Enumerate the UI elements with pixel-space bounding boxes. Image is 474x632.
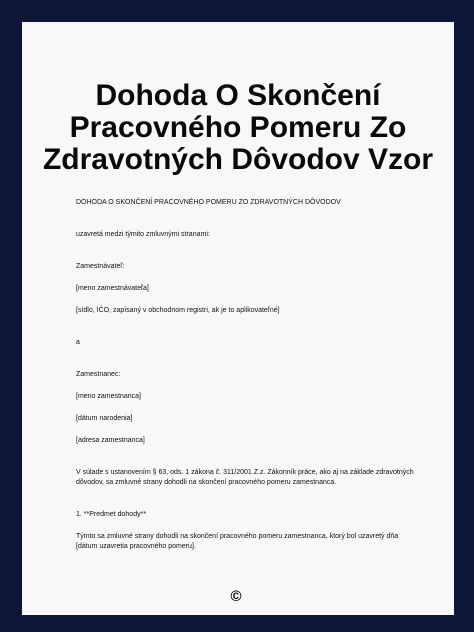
employee-birth: [dátum narodenia] (76, 415, 133, 422)
body-intro: uzavretá medzi týmito zmluvnými stranami: (76, 231, 210, 238)
employer-label: Zamestnávateľ: (76, 263, 125, 270)
section-1-heading: 1. **Predmet dohody** (76, 511, 147, 518)
legal-basis-line-1: V súlade s ustanovením § 63, ods. 1 zákona č. 311/2001 Z.z. Zákonník práce, ako aj na základe zdravotných (76, 469, 414, 476)
employer-details: [sídlo, IČO, zapísaný v obchodnom registri, ak je to aplikovateľné] (76, 307, 280, 314)
title-line-2: Pracovného Pomeru Zo (69, 111, 407, 144)
title-line-3: Zdravotných Dôvodov Vzor (42, 143, 434, 176)
document-page (22, 22, 454, 615)
employee-label: Zamestnanec: (76, 371, 121, 378)
employer-name: [meno zamestnávateľa] (76, 285, 149, 292)
title-line-1: Dohoda O Skončení (95, 79, 381, 112)
body-heading: DOHODA O SKONČENÍ PRACOVNÉHO POMERU ZO ZDRAVOTNÝCH DÔVODOV (76, 199, 341, 206)
employee-name: [meno zamestnanca] (76, 393, 141, 400)
section-1-line-2: [dátum uzavretia pracovného pomeru]. (76, 543, 196, 550)
legal-basis-line-2: dôvodov, sa zmluvné strany dohodli na skončení pracovného pomeru zamestnanca. (76, 479, 337, 486)
employee-address: [adresa zamestnanca] (76, 437, 145, 444)
conjunction-and: a (76, 339, 80, 346)
document-title (22, 80, 454, 176)
copyright-icon: © (230, 588, 242, 605)
section-1-line-1: Týmto sa zmluvné strany dohodli na skončení pracovného pomeru zamestnanca, ktorý bol uzavretý dňa (76, 533, 399, 540)
